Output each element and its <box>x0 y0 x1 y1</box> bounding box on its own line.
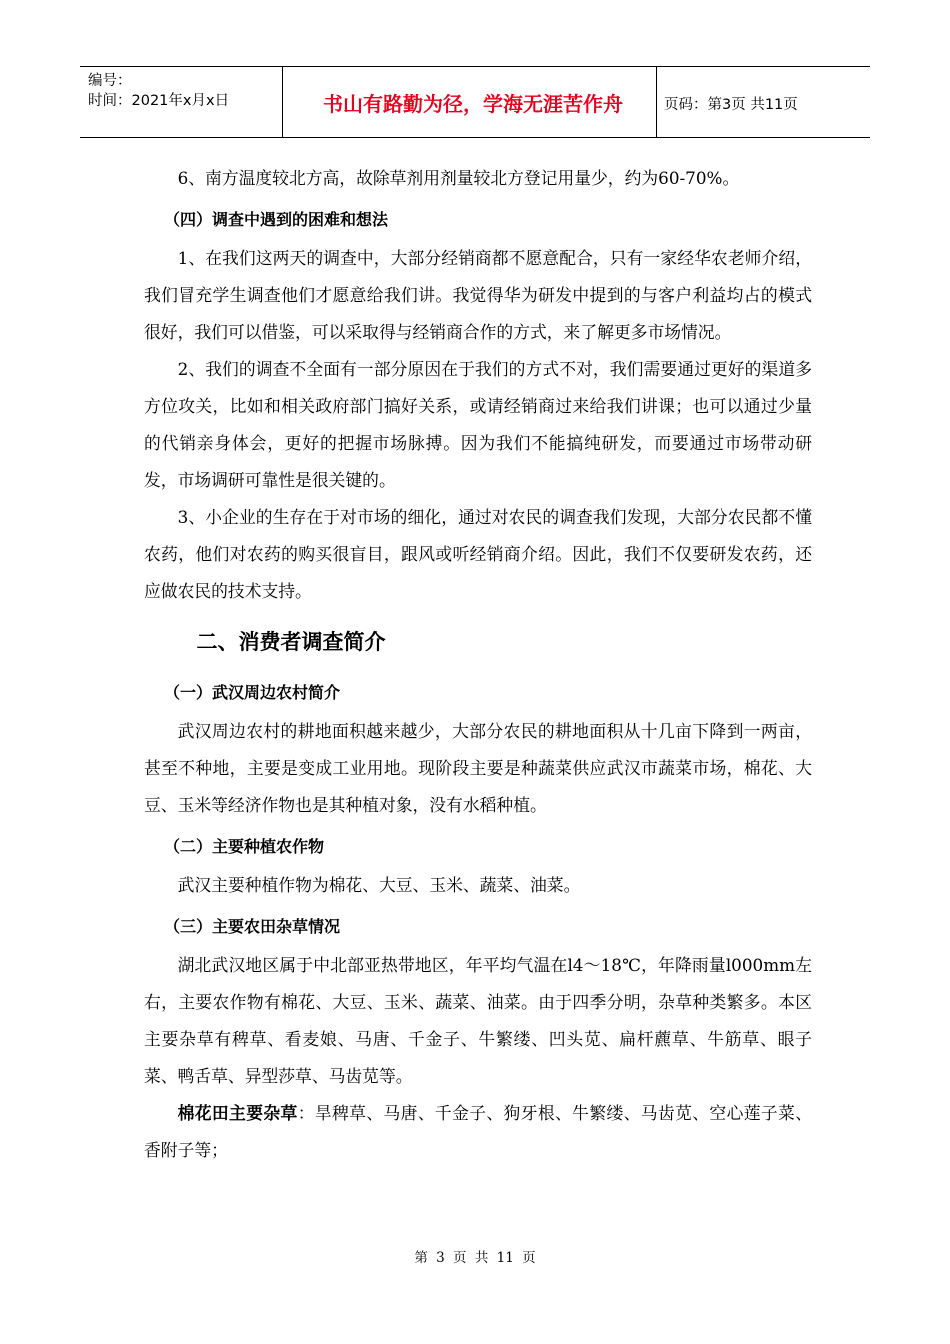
document-date: 时间：2021年x月x日 <box>88 93 230 109</box>
section-heading: （三）主要农田杂草情况 <box>164 917 341 936</box>
paragraph: 武汉周边农村的耕地面积越来越少，大部分农民的耕地面积从十几亩下降到一两亩，甚至不种地，主要是变成工业用地。现阶段主要是种蔬菜供应武汉市蔬菜市场，棉花、大豆、玉米等经济作物也是其种植对象，没有水稻种植。 <box>144 721 812 815</box>
chapter-heading: 二、消费者调查简介 <box>196 630 386 654</box>
paragraph: 2、我们的调查不全面有一部分原因在于我们的方式不对，我们需要通过更好的渠道多方位攻关，比如和相关政府部门搞好关系，或请经销商过来给我们讲课；也可以通过少量的代销亲身体会，更好的把握市场脉搏。因为我们不能搞纯研发，而要通过市场带动研发，市场调研可靠性是很关键的。 <box>144 359 812 490</box>
paragraph: 3、小企业的生存在于对市场的细化，通过对农民的调查我们发现，大部分农民都不懂农药，他们对农药的购买很盲目，跟风或听经销商介绍。因此，我们不仅要研发农药，还应做农民的技术支持。 <box>144 507 812 601</box>
header-meta <box>88 71 284 111</box>
page-footer: 第 3 页 共 11 页 <box>414 1250 536 1266</box>
paragraph <box>144 1095 812 1169</box>
paragraph: 湖北武汉地区属于中北部亚热带地区，年平均气温在l4～18℃，年降雨量l000mm左右，主要农作物有棉花、大豆、玉米、蔬菜、油菜。由于四季分明，杂草种类繁多。本区主要杂草有稗草、看麦娘、马唐、千金子、牛繁缕、凹头苋、扁杆藨草、牛筋草、眼子菜、鸭舌草、异型莎草、马齿苋等。 <box>144 955 812 1086</box>
paragraph-lead: 棉花田主要杂草 <box>177 1103 298 1123</box>
paragraph-text: ：旱稗草、马唐、千金子、狗牙根、牛繁缕、马齿苋、空心莲子菜、香附子等； <box>144 1103 812 1160</box>
paragraph: 6、南方温度较北方高，故除草剂用剂量较北方登记用量少，约为60-70%。 <box>177 168 740 188</box>
header-motto: 书山有路勤为径，学海无涯苦作舟 <box>323 91 623 116</box>
document-body <box>144 160 812 1169</box>
section-heading: （一）武汉周边农村简介 <box>164 683 341 702</box>
header-page-info: 页码：第3页 共11页 <box>664 97 798 113</box>
section-heading: （二）主要种植农作物 <box>164 837 325 856</box>
page-header <box>80 66 870 138</box>
section-heading: （四）调查中遇到的困难和想法 <box>164 210 389 229</box>
document-number-label: 编号： <box>88 73 132 89</box>
paragraph: 武汉主要种植作物为棉花、大豆、玉米、蔬菜、油菜。 <box>177 875 581 895</box>
paragraph: 1、在我们这两天的调查中，大部分经销商都不愿意配合，只有一家经华农老师介绍，我们冒充学生调查他们才愿意给我们讲。我觉得华为研发中提到的与客户利益均占的模式很好，我们可以借鉴，可以采取得与经销商合作的方式，来了解更多市场情况。 <box>144 248 812 342</box>
